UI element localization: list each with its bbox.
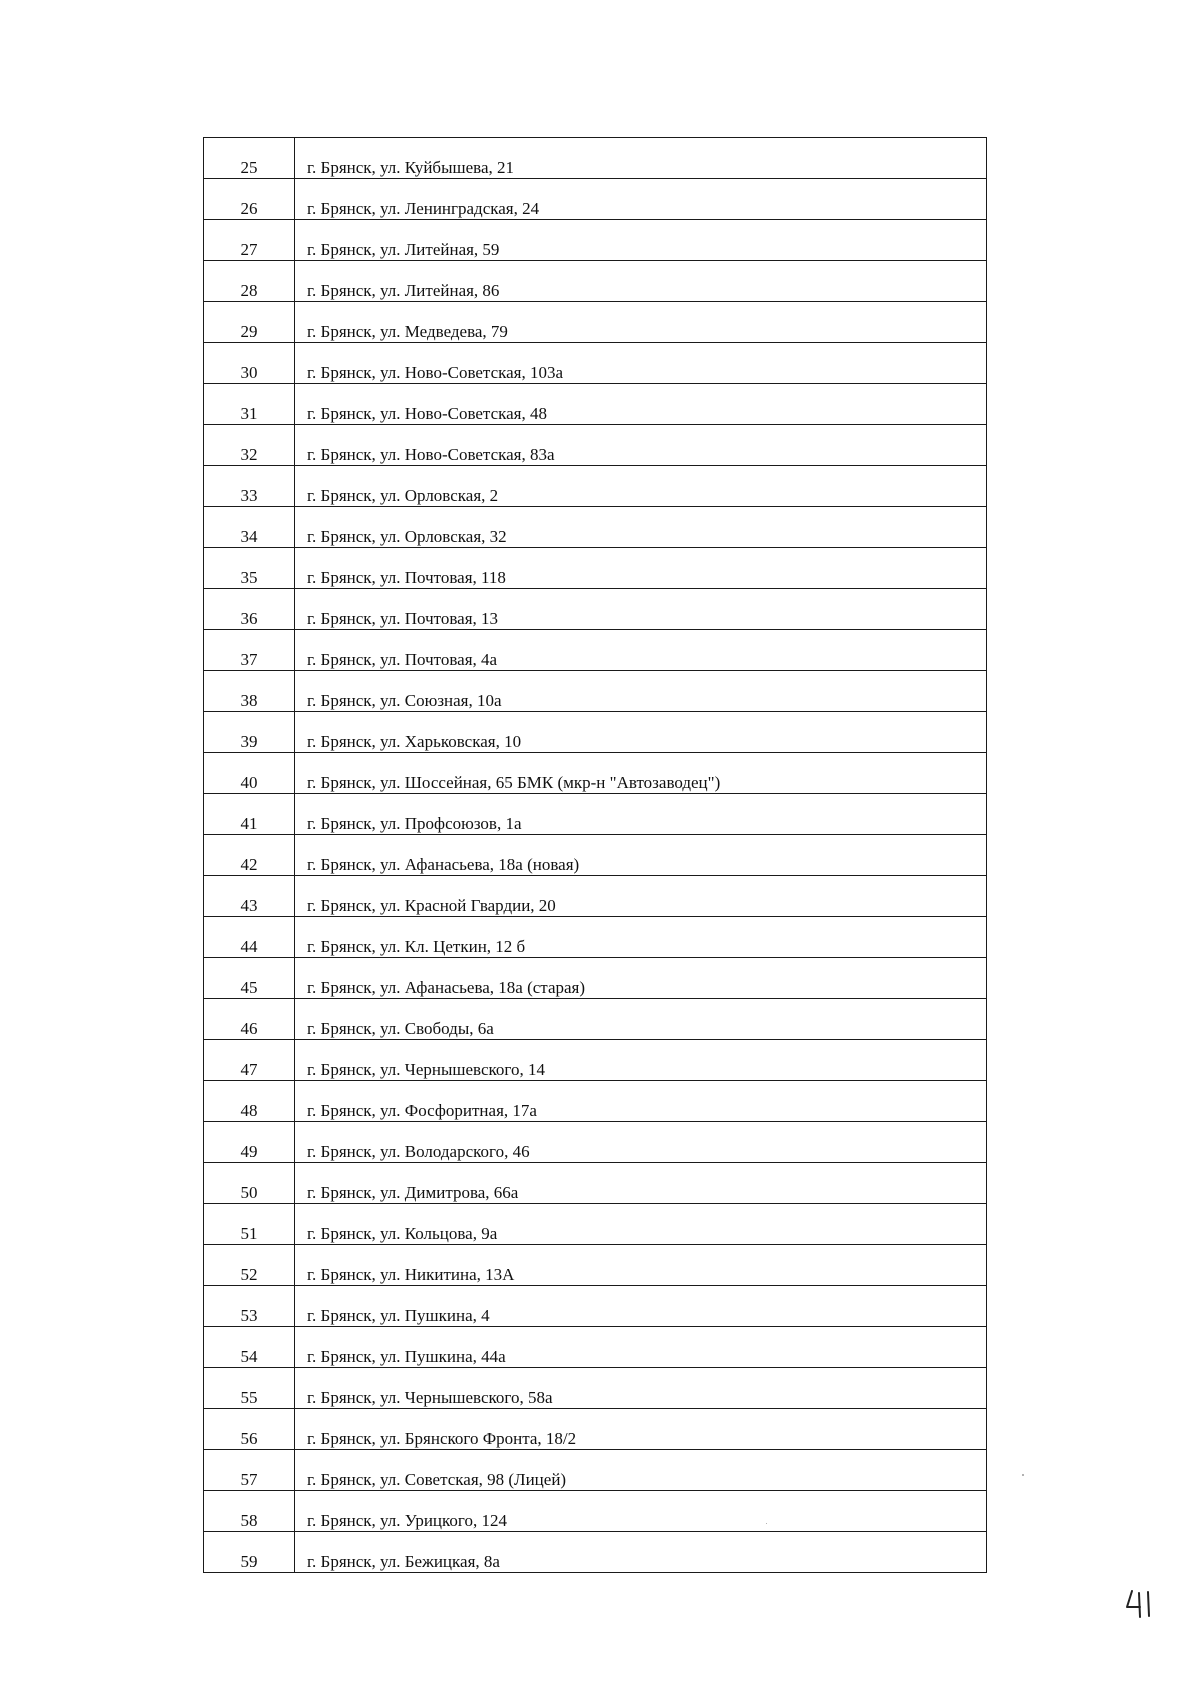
address-cell: г. Брянск, ул. Почтовая, 118 — [295, 548, 987, 589]
row-number-cell: 53 — [204, 1286, 295, 1327]
address-cell: г. Брянск, ул. Ленинградская, 24 — [295, 179, 987, 220]
table-row — [204, 507, 987, 548]
row-number-cell: 56 — [204, 1409, 295, 1450]
address-cell: г. Брянск, ул. Афанасьева, 18а (старая) — [295, 958, 987, 999]
address-cell: г. Брянск, ул. Куйбышева, 21 — [295, 138, 987, 179]
row-number-cell: 27 — [204, 220, 295, 261]
row-number-cell: 45 — [204, 958, 295, 999]
address-cell: г. Брянск, ул. Ново-Советская, 103а — [295, 343, 987, 384]
row-number-cell: 48 — [204, 1081, 295, 1122]
row-number-cell: 52 — [204, 1245, 295, 1286]
address-cell: г. Брянск, ул. Почтовая, 13 — [295, 589, 987, 630]
row-number-cell: 58 — [204, 1491, 295, 1532]
table-row — [204, 1327, 987, 1368]
table-row — [204, 1286, 987, 1327]
row-number-cell: 47 — [204, 1040, 295, 1081]
table-row — [204, 1122, 987, 1163]
table-row — [204, 1163, 987, 1204]
address-cell: г. Брянск, ул. Пушкина, 44а — [295, 1327, 987, 1368]
table-row — [204, 753, 987, 794]
address-cell: г. Брянск, ул. Пушкина, 4 — [295, 1286, 987, 1327]
address-cell: г. Брянск, ул. Кольцова, 9а — [295, 1204, 987, 1245]
table-row — [204, 712, 987, 753]
row-number-cell: 59 — [204, 1532, 295, 1573]
handwritten-page-number — [1124, 1585, 1164, 1625]
table-row — [204, 958, 987, 999]
address-cell: г. Брянск, ул. Ново-Советская, 48 — [295, 384, 987, 425]
address-cell: г. Брянск, ул. Ново-Советская, 83а — [295, 425, 987, 466]
row-number-cell: 57 — [204, 1450, 295, 1491]
address-cell: г. Брянск, ул. Литейная, 59 — [295, 220, 987, 261]
table-row — [204, 835, 987, 876]
address-cell: г. Брянск, ул. Красной Гвардии, 20 — [295, 876, 987, 917]
address-cell: г. Брянск, ул. Харьковская, 10 — [295, 712, 987, 753]
row-number-cell: 44 — [204, 917, 295, 958]
address-cell: г. Брянск, ул. Профсоюзов, 1а — [295, 794, 987, 835]
address-cell: г. Брянск, ул. Брянского Фронта, 18/2 — [295, 1409, 987, 1450]
row-number-cell: 42 — [204, 835, 295, 876]
row-number-cell: 39 — [204, 712, 295, 753]
address-cell: г. Брянск, ул. Шоссейная, 65 БМК (мкр-н "Автозаводец") — [295, 753, 987, 794]
row-number-cell: 49 — [204, 1122, 295, 1163]
row-number-cell: 30 — [204, 343, 295, 384]
address-cell: г. Брянск, ул. Чернышевского, 14 — [295, 1040, 987, 1081]
address-cell: г. Брянск, ул. Советская, 98 (Лицей) — [295, 1450, 987, 1491]
table-row — [204, 1040, 987, 1081]
row-number-cell: 26 — [204, 179, 295, 220]
scan-speck — [766, 1523, 767, 1524]
table-row — [204, 548, 987, 589]
table-row — [204, 261, 987, 302]
table-row — [204, 876, 987, 917]
row-number-cell: 25 — [204, 138, 295, 179]
table-row — [204, 630, 987, 671]
row-number-cell: 50 — [204, 1163, 295, 1204]
address-cell: г. Брянск, ул. Урицкого, 124 — [295, 1491, 987, 1532]
address-cell: г. Брянск, ул. Орловская, 2 — [295, 466, 987, 507]
table-row — [204, 302, 987, 343]
row-number-cell: 31 — [204, 384, 295, 425]
address-cell: г. Брянск, ул. Никитина, 13А — [295, 1245, 987, 1286]
address-cell: г. Брянск, ул. Афанасьева, 18а (новая) — [295, 835, 987, 876]
address-cell: г. Брянск, ул. Свободы, 6а — [295, 999, 987, 1040]
table-row — [204, 1450, 987, 1491]
table-row — [204, 425, 987, 466]
table-row — [204, 917, 987, 958]
table-row — [204, 794, 987, 835]
table-row — [204, 1409, 987, 1450]
table-row — [204, 999, 987, 1040]
row-number-cell: 41 — [204, 794, 295, 835]
address-table-body — [204, 138, 987, 1573]
row-number-cell: 40 — [204, 753, 295, 794]
row-number-cell: 36 — [204, 589, 295, 630]
address-cell: г. Брянск, ул. Бежицкая, 8а — [295, 1532, 987, 1573]
table-row — [204, 138, 987, 179]
address-cell: г. Брянск, ул. Володарского, 46 — [295, 1122, 987, 1163]
table-row — [204, 220, 987, 261]
table-row — [204, 671, 987, 712]
row-number-cell: 35 — [204, 548, 295, 589]
address-cell: г. Брянск, ул. Союзная, 10а — [295, 671, 987, 712]
row-number-cell: 51 — [204, 1204, 295, 1245]
address-cell: г. Брянск, ул. Кл. Цеткин, 12 б — [295, 917, 987, 958]
row-number-cell: 54 — [204, 1327, 295, 1368]
row-number-cell: 33 — [204, 466, 295, 507]
table-row — [204, 179, 987, 220]
table-row — [204, 1245, 987, 1286]
address-cell: г. Брянск, ул. Литейная, 86 — [295, 261, 987, 302]
table-row — [204, 1204, 987, 1245]
address-cell: г. Брянск, ул. Димитрова, 66а — [295, 1163, 987, 1204]
address-cell: г. Брянск, ул. Медведева, 79 — [295, 302, 987, 343]
address-table — [203, 137, 987, 1573]
address-cell: г. Брянск, ул. Чернышевского, 58а — [295, 1368, 987, 1409]
row-number-cell: 43 — [204, 876, 295, 917]
row-number-cell: 55 — [204, 1368, 295, 1409]
row-number-cell: 46 — [204, 999, 295, 1040]
table-row — [204, 1081, 987, 1122]
scan-speck — [1022, 1474, 1024, 1476]
row-number-cell: 38 — [204, 671, 295, 712]
row-number-cell: 32 — [204, 425, 295, 466]
table-row — [204, 343, 987, 384]
table-row — [204, 1368, 987, 1409]
row-number-cell: 37 — [204, 630, 295, 671]
table-row — [204, 589, 987, 630]
row-number-cell: 29 — [204, 302, 295, 343]
row-number-cell: 28 — [204, 261, 295, 302]
address-cell: г. Брянск, ул. Фосфоритная, 17а — [295, 1081, 987, 1122]
address-cell: г. Брянск, ул. Почтовая, 4а — [295, 630, 987, 671]
table-row — [204, 384, 987, 425]
table-row — [204, 1532, 987, 1573]
address-cell: г. Брянск, ул. Орловская, 32 — [295, 507, 987, 548]
row-number-cell: 34 — [204, 507, 295, 548]
table-row — [204, 466, 987, 507]
table-row — [204, 1491, 987, 1532]
